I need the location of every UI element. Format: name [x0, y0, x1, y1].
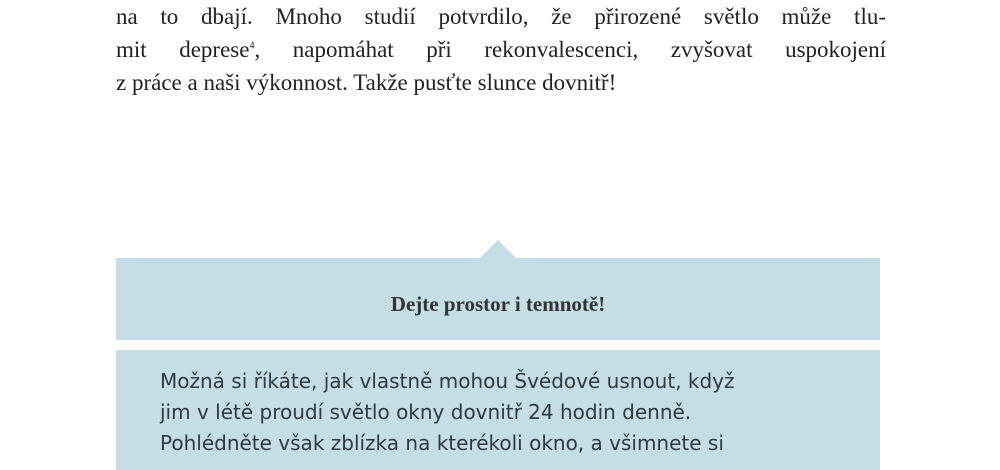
paragraph-line: na to dbají. Mnoho studií potvrdilo, že přirozené světlo může tlu-	[116, 4, 886, 29]
sidebar-line: jim v létě proudí světlo okny dovnitř 24 hodin denně.	[160, 400, 692, 424]
sidebar-line: Možná si říkáte, jak vlastně mohou Švédové usnout, když	[160, 369, 735, 393]
paragraph-line: z práce a naši výkonnost. Takže pusťte slunce dovnitř!	[116, 70, 617, 95]
paragraph-text: mit deprese	[116, 37, 250, 62]
sidebar-notch	[480, 240, 516, 258]
body-paragraph	[116, 0, 886, 99]
paragraph-text: , napomáhat při rekonvalescenci, zvyšovat uspokojení	[254, 37, 887, 62]
footnote-reference[interactable]: 4	[249, 40, 255, 52]
sidebar-title: Dejte prostor i temnotě!	[390, 292, 606, 316]
sidebar-box	[116, 258, 880, 470]
sidebar-line: Pohlédněte však zblízka na kterékoli okno, a všimnete si	[160, 431, 724, 455]
sidebar-divider	[116, 340, 880, 350]
paragraph-line	[116, 33, 886, 66]
sidebar-body	[160, 366, 850, 459]
